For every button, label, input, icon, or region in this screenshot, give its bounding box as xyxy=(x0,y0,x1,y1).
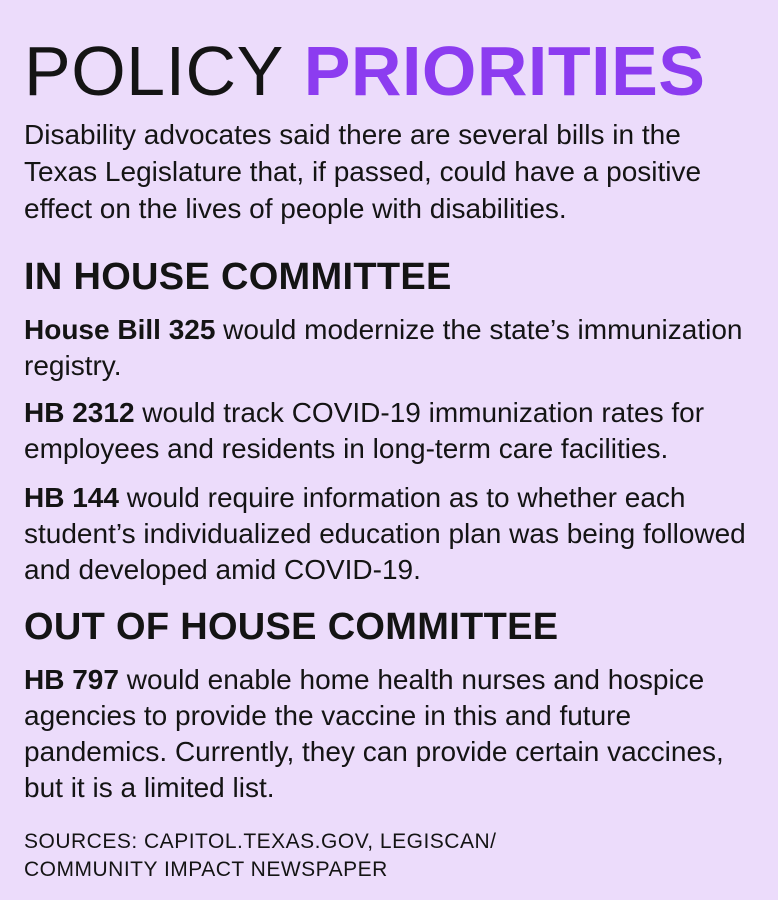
sources-credit xyxy=(24,828,754,884)
bill-id: House Bill 325 xyxy=(24,314,216,345)
bill-description: would modernize the state’s immunization registry. xyxy=(24,314,743,381)
section-heading-out-of-house-committee: OUT OF HOUSE COMMITTEE xyxy=(24,606,559,648)
bill-description: would track COVID-19 immunization rates for employees and residents in long-term care facilities. xyxy=(24,397,705,464)
bill-description: would require information as to whether each student’s individualized education plan was being followed and developed amid COVID-19. xyxy=(24,482,746,585)
sources-line-1: SOURCES: CAPITOL.TEXAS.GOV, LEGISCAN/ xyxy=(24,830,497,853)
bill-item-hb-144 xyxy=(24,480,754,588)
section-heading-in-house-committee: IN HOUSE COMMITTEE xyxy=(24,256,452,298)
bill-item-hb-2312 xyxy=(24,395,754,467)
bill-item-hb-325 xyxy=(24,312,754,384)
bill-item-hb-797 xyxy=(24,662,754,806)
bill-id: HB 2312 xyxy=(24,397,135,428)
bill-id: HB 144 xyxy=(24,482,119,513)
intro-paragraph: Disability advocates said there are several bills in the Texas Legislature that, if passed, could have a positive effect on the lives of people with disabilities. xyxy=(24,119,702,224)
bill-description: would enable home health nurses and hospice agencies to provide the vaccine in this and future pandemics. Currently, they can provide certain vaccines, but it is a limited list. xyxy=(24,664,724,803)
title-word-policy: POLICY xyxy=(24,32,284,110)
title-word-priorities: PRIORITIES xyxy=(303,32,706,110)
page-title xyxy=(24,30,705,112)
sources-line-2: COMMUNITY IMPACT NEWSPAPER xyxy=(24,858,388,881)
bill-id: HB 797 xyxy=(24,664,119,695)
